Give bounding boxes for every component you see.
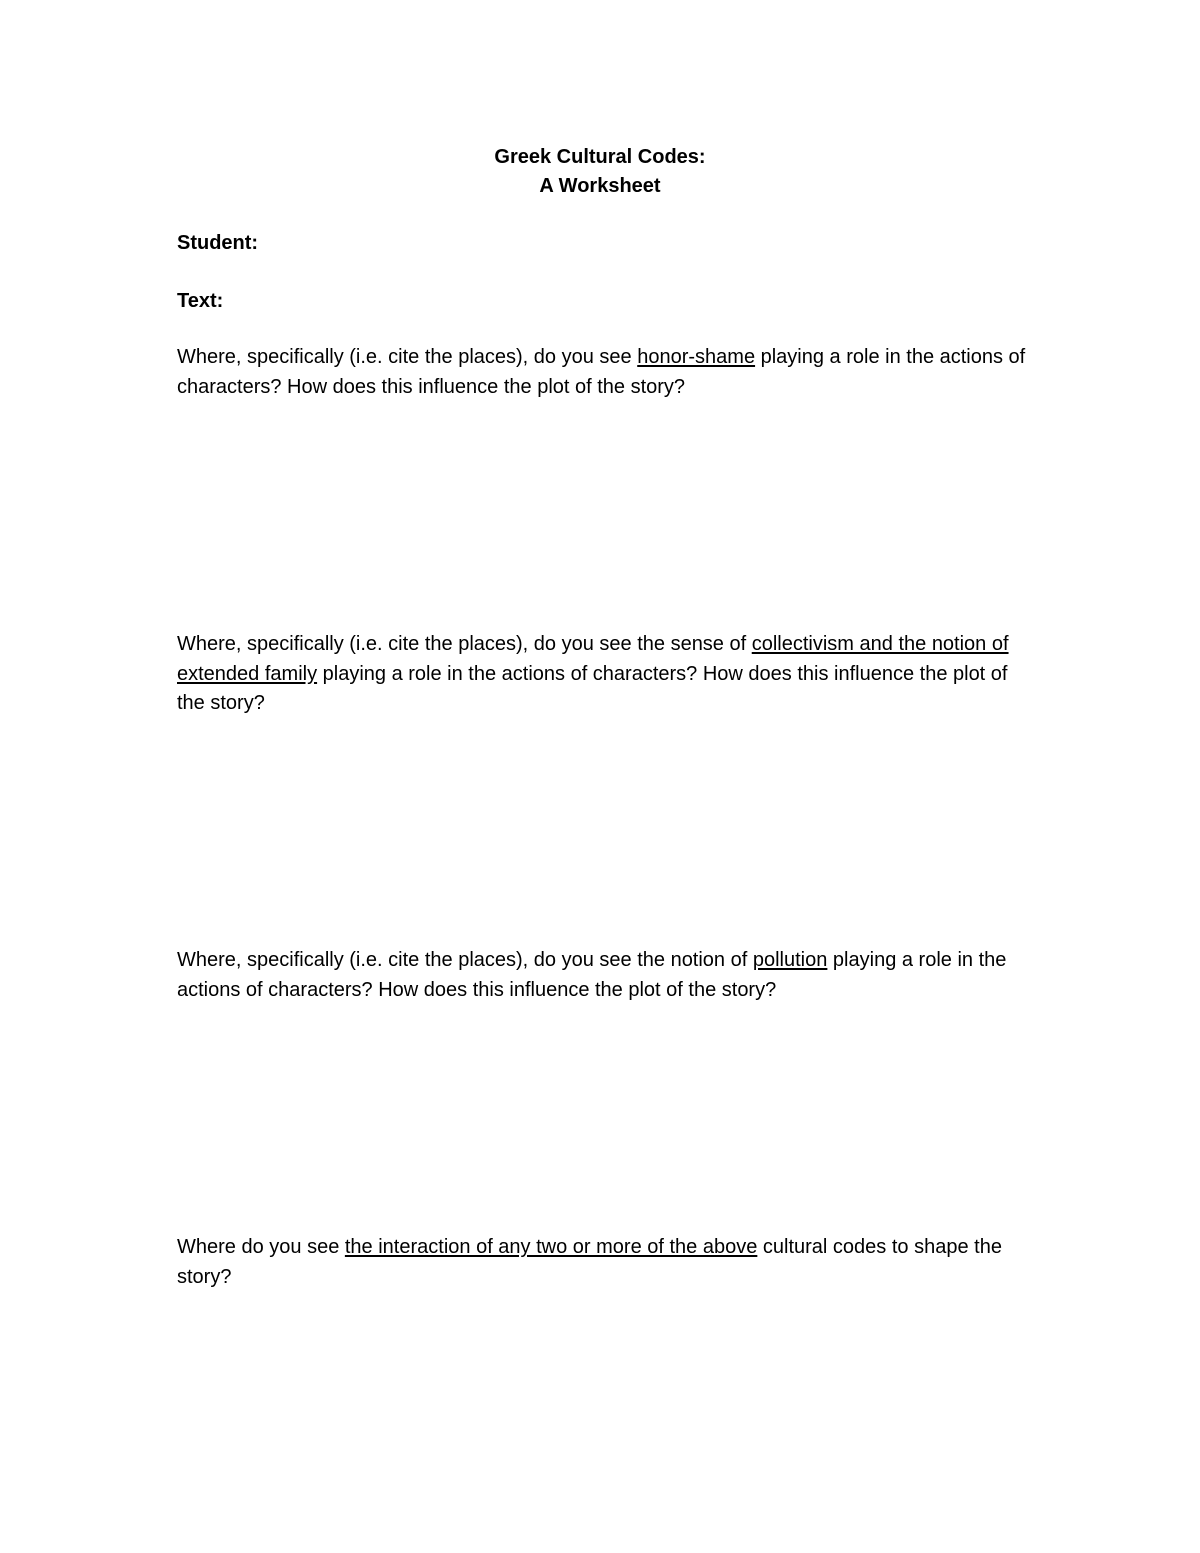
question-text: playing a role in the actions of characters? How does this influence the plot of the story? — [177, 949, 1007, 1001]
question-text: Where, specifically (i.e. cite the places), do you see the sense of — [177, 633, 752, 655]
question-interaction — [177, 1233, 1037, 1292]
question-key-term: the interaction of any two or more of the above — [344, 1236, 758, 1258]
student-label: Student: — [177, 232, 259, 254]
question-pollution — [177, 946, 1037, 1005]
question-key-term: honor-shame — [637, 346, 756, 368]
question-text: Where, specifically (i.e. cite the places), do you see the notion of — [177, 949, 753, 971]
question-honor-shame — [177, 343, 1037, 402]
worksheet-title: Greek Cultural Codes: — [494, 146, 706, 168]
question-text: playing a role in the actions of characters? How does this influence the plot of the story? — [177, 662, 1008, 714]
worksheet-subtitle: A Worksheet — [539, 175, 661, 197]
question-key-term: collectivism and the notion of extended family — [177, 633, 1009, 685]
question-text: playing a role in the actions of characters? How does this influence the plot of the story? — [177, 346, 1026, 398]
question-text: Where, specifically (i.e. cite the places), do you see — [177, 346, 638, 368]
question-text: cultural codes to shape the story? — [177, 1236, 1002, 1288]
text-label: Text: — [177, 290, 224, 312]
question-collectivism — [177, 630, 1037, 719]
question-text: Where do you see — [177, 1236, 345, 1258]
question-key-term: pollution — [752, 949, 828, 971]
